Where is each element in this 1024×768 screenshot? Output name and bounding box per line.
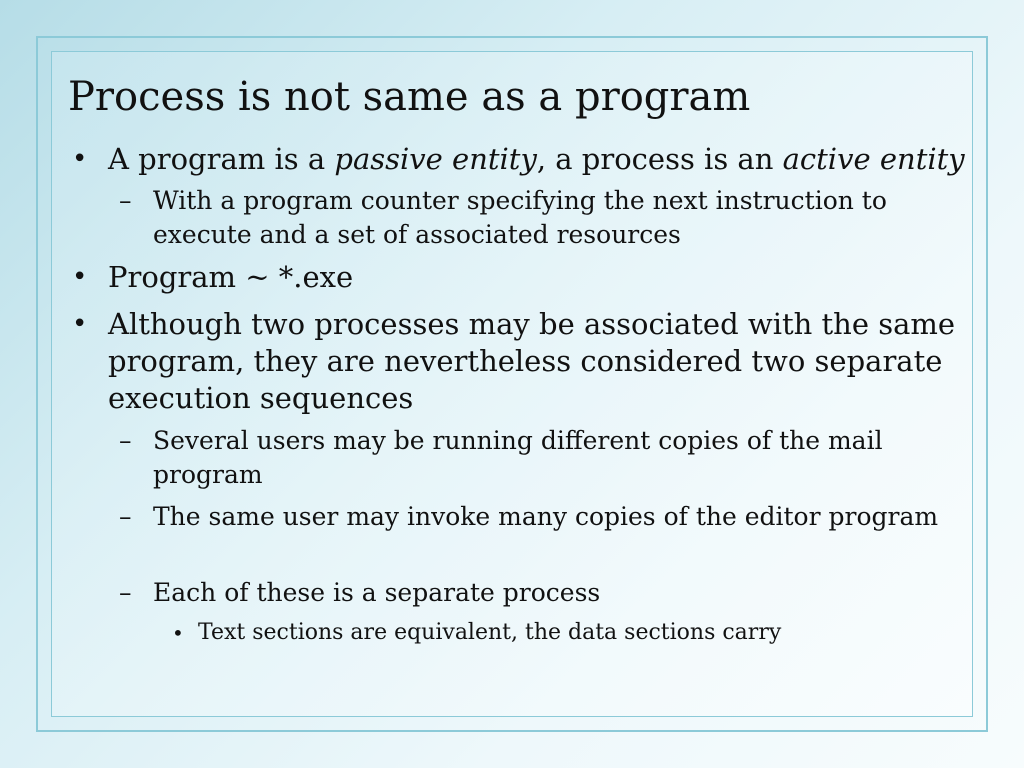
bullet-text-pre: A program is a — [108, 142, 335, 176]
slide-title: Process is not same as a program — [68, 74, 751, 120]
sub-bullet-text: Several users may be running different copies of the mail program — [153, 426, 883, 489]
dash-icon: – — [119, 186, 132, 215]
sub-bullet-item — [119, 576, 968, 610]
bullet-icon: • — [72, 262, 88, 292]
bullet-icon: • — [72, 309, 88, 339]
bullet-icon: • — [172, 621, 184, 645]
sub-bullet-text: Each of these is a separate process — [153, 578, 601, 607]
dash-icon: – — [119, 578, 132, 607]
dash-icon: – — [119, 502, 132, 531]
bullet-text: Program ~ *.exe — [108, 260, 354, 294]
bullet-item — [72, 259, 968, 296]
bullet-item — [72, 306, 968, 417]
sub-bullet-item — [119, 424, 968, 492]
bullet-text: Although two processes may be associated with the same program, they are nevertheless considered two separate execution sequences — [108, 307, 956, 415]
dash-icon: – — [119, 426, 132, 455]
bullet-text-mid: , a process is an — [536, 142, 783, 176]
bullet-item — [72, 141, 968, 178]
bullet-text-emphasis: active entity — [782, 142, 965, 176]
sub-sub-bullet-text: Text sections are equivalent, the data sections carry — [198, 620, 782, 645]
bullet-icon: • — [72, 144, 88, 174]
sub-bullet-item — [119, 500, 968, 534]
bullet-text-emphasis: passive entity — [334, 142, 537, 176]
sub-bullet-item — [119, 184, 968, 252]
sub-bullet-text: The same user may invoke many copies of the editor program — [153, 502, 939, 531]
sub-bullet-text: With a program counter specifying the next instruction to execute and a set of associated resources — [153, 186, 887, 249]
sub-sub-bullet-item — [172, 618, 968, 648]
